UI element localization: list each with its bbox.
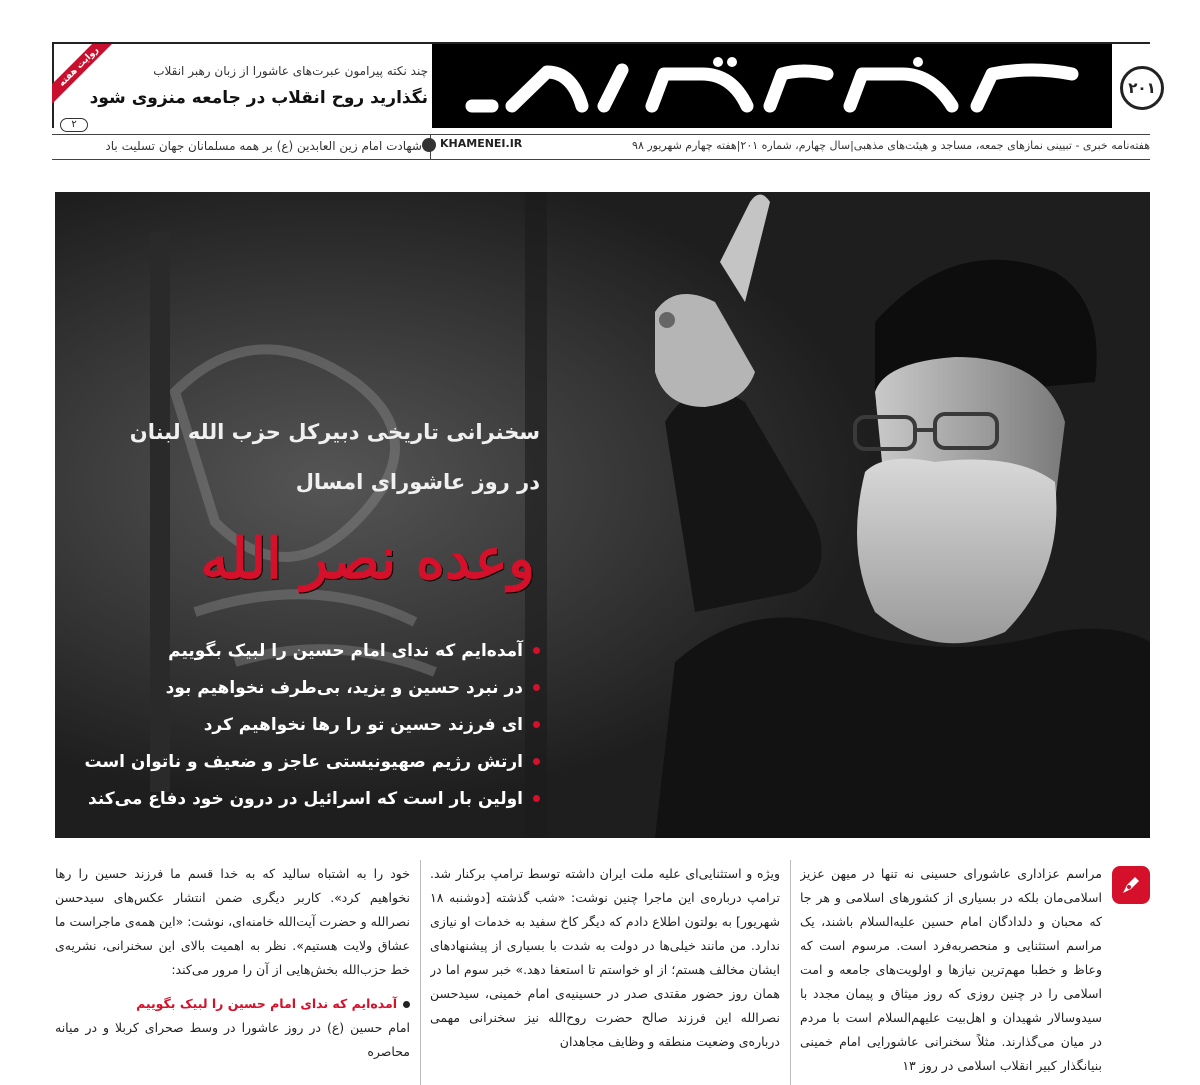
article-subheading: آمده‌ایم که ندای امام حسین را لبیک بگوییم [55, 992, 410, 1016]
column-divider [790, 860, 791, 1085]
article-column-2: ویژه و استثنایی‌ای علیه ملت ایران داشته توسط ترامپ برکنار شد. ترامپ درباره‌ی این ماجرا چنین نوشت: «شب گذشته [دوشنبه ۱۸ شهریور] به بولتون اطلاع دادم که دیگر کاخ سفید به خدمات او نیازی ندارد. من مانند خیلی‌ها در دولت به شدت با بسیاری از پیشنهادهای ایشان مخالف هستم؛ از او خواستم تا استعفا دهد.» خبر سوم اما در همان روز حضور مقتدی صدر در حسینیه‌ی امام خمینی، سیدحسن نصرالله این فرزند صالح حضرت روح‌الله نیز سخنرانی مهمی درباره‌ی وضعیت منطقه و وظایف مجاهدان [430, 866, 780, 1049]
hero-bullet: اولین بار است که اسرائیل در درون خود دفاع می‌کند [100, 780, 540, 817]
teaser-headline[interactable]: نگذارید روح انقلاب در جامعه منزوی شود [89, 88, 428, 108]
bullet-dot-icon [533, 684, 540, 691]
column-divider [420, 860, 421, 1085]
hero-bullet: در نبرد حسین و یزید، بی‌طرف نخواهیم بود [100, 669, 540, 706]
article-column-1: مراسم عزاداری عاشورای حسینی نه تنها در میهن عزیز اسلامی‌مان بلکه در بسیاری از کشورهای اسلامی و هر جا که محبان و دلدادگان امام حسین علیه‌السلام باشند، یک مراسم استثنایی و منحصربه‌فرد است. مرسوم است که وعاظ و خطبا مهم‌ترین نیازها و اولویت‌های جامعه و امت اسلامی را در چنین روزی که روز میثاق و پیمان مجدد با سیدوسالار شهیدان و اهل‌بیت علیهم‌السلام است با مردم در میان می‌گذارند. مثلاً سخنرانی عاشورایی امام خمینی بنیانگذار کبیر انقلاب اسلامی در روز ۱۳ [800, 866, 1102, 1073]
hero-headline[interactable]: وعده نصر الله [200, 526, 535, 592]
bullet-dot-icon [533, 721, 540, 728]
article-column-3-tail: امام حسین (ع) در روز عاشورا در وسط صحرای کربلا و در میانه محاصره [55, 1020, 410, 1059]
pen-icon [1112, 866, 1150, 904]
issue-number-badge: ۲۰۱ [1120, 66, 1164, 110]
bullet-dot-icon [403, 1001, 410, 1008]
teaser-page-number: ۲ [60, 118, 88, 132]
masthead-logo[interactable] [432, 44, 1112, 128]
hero-bullet: ارتش رژیم صهیونیستی عاجز و ضعیف و ناتوان است [100, 743, 540, 780]
bullet-dot-icon [533, 795, 540, 802]
hero-kicker-line-1: سخنرانی تاریخی دبیرکل حزب الله لبنان [129, 420, 540, 444]
publication-description: هفته‌نامه خبری - تبیینی نمازهای جمعه، مساجد و هیئت‌های مذهبی|سال چهارم، شماره ۲۰۱|هفته چهارم شهریور ۹۸ [632, 139, 1150, 152]
article-column-3-paragraph: خود را به اشتباه سالید که به خدا قسم ما فرزند حسین را رها نخواهیم کرد». کاربر دیگری ضمن انتشار عکس‌های سیدحسن نصرالله و حضرت آیت‌الله خامنه‌ای، نوشت: «این همه‌ی ماجراست ما عشاق ولایت هستیم». نظر به اهمیت بالای این سخنرانی، نشریه‌ی خط حزب‌الله بخش‌هایی از آن را مرور می‌کند: [55, 866, 410, 977]
hero-kicker-line-2: در روز عاشورای امسال [295, 470, 540, 494]
hero-bullet: آمده‌ایم که ندای امام حسین را لبیک بگوییم [100, 632, 540, 669]
bullet-dot-icon [533, 758, 540, 765]
condolence-line: شهادت امام زین العابدین (ع) بر همه مسلمانان جهان تسلیت باد [105, 139, 422, 153]
bullet-dot-icon [533, 647, 540, 654]
article-column-3 [55, 862, 410, 1085]
teaser-ribbon: روایت هفته [52, 44, 112, 104]
site-link[interactable]: KHAMENEI.IR [440, 137, 523, 150]
hero-bullet: ای فرزند حسین تو را رها نخواهیم کرد [100, 706, 540, 743]
hero-bullet-list [84, 632, 540, 817]
teaser-subtitle: چند نکته پیرامون عبرت‌های عاشورا از زبان رهبر انقلاب [153, 64, 428, 78]
site-emblem-icon [422, 138, 436, 152]
